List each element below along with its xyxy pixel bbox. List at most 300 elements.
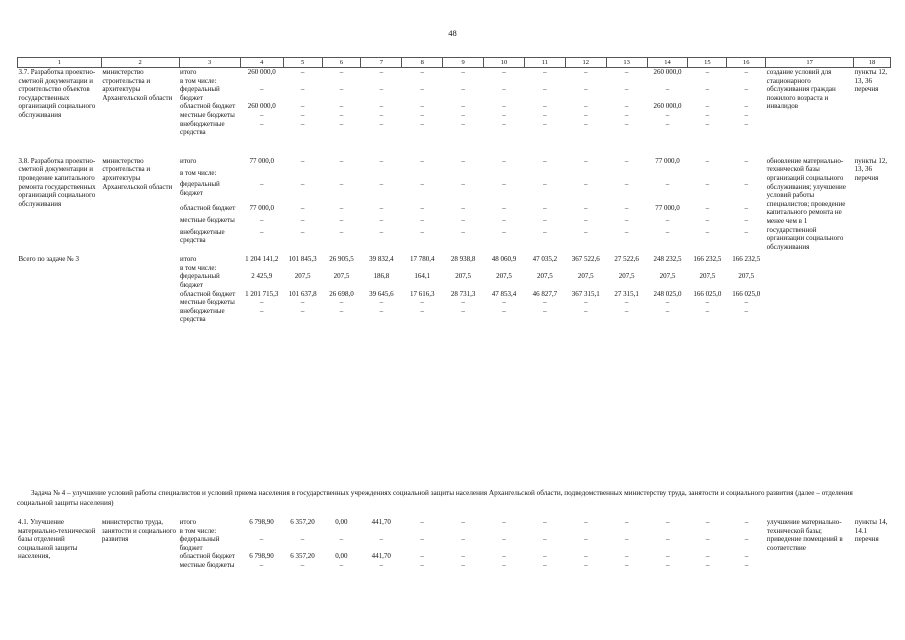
amount-cell xyxy=(402,77,443,86)
amount-cell: 47 853,4 xyxy=(491,289,517,298)
amount-cell: – xyxy=(665,110,670,119)
amount-cell xyxy=(484,264,525,273)
amount-cell: – xyxy=(543,85,547,94)
amount-cell xyxy=(688,527,727,536)
amount-cell: – xyxy=(461,552,465,561)
amount-cell: – xyxy=(625,560,629,569)
amount-cell xyxy=(322,77,361,86)
amount-cell: – xyxy=(339,298,344,307)
amount-cell: – xyxy=(665,215,670,224)
amount-cell: – xyxy=(665,227,670,236)
amount-cell: 101 637,8 xyxy=(288,289,317,298)
amount-cell: – xyxy=(744,306,748,315)
amount-cell: – xyxy=(379,119,384,128)
amount-cell: 27 522,6 xyxy=(614,255,639,264)
amount-cell xyxy=(688,77,727,86)
amount-cell: 164,1 xyxy=(414,272,431,281)
amount-cell: – xyxy=(705,560,710,569)
amount-cell: 6 798,90 xyxy=(249,518,274,526)
amount-cell xyxy=(606,77,647,86)
funding-source: внебюджетные средства xyxy=(180,227,225,245)
page-number: 48 xyxy=(448,28,457,38)
amount-cell: 39 645,6 xyxy=(369,289,394,298)
column-header: 18 xyxy=(854,58,891,68)
amount-cell xyxy=(443,77,484,86)
amount-cell: – xyxy=(502,535,506,544)
amount-cell xyxy=(565,527,606,536)
amount-cell: – xyxy=(543,110,547,119)
amount-cell: – xyxy=(584,518,588,526)
amount-cell xyxy=(402,527,443,536)
amount-cell: – xyxy=(300,298,305,307)
amount-cell: – xyxy=(461,102,465,111)
amount-cell: – xyxy=(624,156,629,165)
amount-cell xyxy=(524,77,565,86)
amount-cell: – xyxy=(461,119,465,128)
amount-cell: – xyxy=(584,204,588,212)
amount-cell: – xyxy=(300,119,305,128)
amount-cell: 101 845,3 xyxy=(288,255,317,264)
amount-cell xyxy=(727,169,766,181)
amount-cell xyxy=(240,264,283,273)
amount-cell: 2 425,9 xyxy=(251,272,273,281)
measure-name: Всего по задаче № 3 xyxy=(18,255,79,264)
amount-cell: 207,5 xyxy=(294,272,311,281)
column-header: 16 xyxy=(727,58,766,68)
amount-cell: – xyxy=(744,215,748,224)
amount-cell: – xyxy=(502,85,506,94)
amount-cell: – xyxy=(339,215,344,224)
column-header: 7 xyxy=(361,58,402,68)
amount-cell xyxy=(606,527,647,536)
amount-cell xyxy=(688,264,727,273)
amount-cell: – xyxy=(420,119,424,128)
amount-cell: – xyxy=(705,204,710,212)
table-row xyxy=(18,68,891,77)
amount-cell: – xyxy=(665,535,670,544)
amount-cell: – xyxy=(502,227,506,236)
amount-cell: 260 000,0 xyxy=(247,68,276,76)
amount-cell xyxy=(402,264,443,273)
amount-cell: – xyxy=(339,535,344,544)
funding-source: местные бюджеты xyxy=(180,110,235,119)
amount-cell: – xyxy=(339,560,344,569)
amount-cell: – xyxy=(584,552,588,561)
table-row xyxy=(18,255,891,264)
amount-cell: – xyxy=(584,102,588,111)
amount-cell: – xyxy=(260,180,264,189)
amount-cell xyxy=(484,169,525,181)
amount-cell xyxy=(484,77,525,86)
amount-cell: 207,5 xyxy=(577,272,594,281)
amount-cell: 17 616,3 xyxy=(410,289,435,298)
amount-cell: – xyxy=(744,560,749,569)
amount-cell: – xyxy=(379,68,384,76)
amount-cell: – xyxy=(625,552,629,561)
amount-cell: – xyxy=(339,306,344,315)
amount-cell: – xyxy=(744,68,748,76)
amount-cell: – xyxy=(744,552,749,561)
executor: министерство строительства и архитектуры Архангельской области xyxy=(102,68,173,102)
amount-cell: – xyxy=(665,180,670,189)
amount-cell xyxy=(283,169,322,181)
amount-cell: – xyxy=(420,68,424,76)
amount-cell: – xyxy=(744,110,748,119)
amount-cell: – xyxy=(379,180,384,189)
amount-cell: – xyxy=(744,119,748,128)
amount-cell: – xyxy=(584,306,588,315)
amount-cell: 47 035,2 xyxy=(532,255,558,264)
amount-cell: – xyxy=(260,215,264,224)
amount-cell: – xyxy=(461,298,465,307)
amount-cell: – xyxy=(300,156,305,165)
amount-cell: – xyxy=(300,204,305,212)
funding-source: в том числе: xyxy=(180,263,217,272)
amount-cell xyxy=(322,527,361,536)
funding-source: в том числе: xyxy=(179,526,217,535)
amount-cell: – xyxy=(624,180,629,189)
amount-cell: 207,5 xyxy=(699,272,716,281)
amount-cell: – xyxy=(420,552,424,561)
amount-cell: – xyxy=(543,102,547,111)
column-header: 2 xyxy=(101,58,179,68)
amount-cell: – xyxy=(461,68,465,76)
amount-cell: – xyxy=(584,535,588,544)
amount-cell xyxy=(647,527,688,536)
amount-cell: – xyxy=(705,180,710,189)
amount-cell xyxy=(606,264,647,273)
amount-cell: 0,00 xyxy=(335,552,348,561)
spacer-cell xyxy=(18,137,891,157)
amount-cell: – xyxy=(543,68,547,76)
amount-cell: – xyxy=(379,298,384,307)
amount-cell: – xyxy=(461,215,465,224)
amount-cell: – xyxy=(420,306,424,315)
funding-source: федеральный бюджет xyxy=(180,85,220,102)
amount-cell: – xyxy=(461,306,465,315)
amount-cell: – xyxy=(379,560,383,569)
amount-cell: – xyxy=(300,306,305,315)
amount-cell: – xyxy=(339,204,344,212)
amount-cell: – xyxy=(300,535,305,544)
amount-cell: – xyxy=(705,215,710,224)
amount-cell: – xyxy=(624,110,629,119)
amount-cell xyxy=(647,169,688,181)
amount-cell: – xyxy=(665,518,670,526)
amount-cell: 39 832,4 xyxy=(369,255,394,264)
amount-cell: – xyxy=(420,156,424,165)
amount-cell: – xyxy=(705,102,710,111)
amount-cell xyxy=(322,264,361,273)
amount-cell: – xyxy=(300,227,305,236)
column-header: 9 xyxy=(443,58,484,68)
amount-cell: 26 698,0 xyxy=(329,289,354,298)
indicator-ref: пункты 12, 13, 36 перечня xyxy=(854,156,888,182)
funding-source: внебюджетные средства xyxy=(180,119,225,137)
amount-cell: – xyxy=(705,518,710,526)
amount-cell: – xyxy=(461,180,465,189)
amount-cell: – xyxy=(543,306,547,315)
funding-source: областной бюджет xyxy=(180,204,236,212)
indicator-ref: пункты 12, 13, 36 перечня xyxy=(854,68,888,94)
amount-cell: – xyxy=(502,215,506,224)
amount-cell: – xyxy=(502,306,506,315)
amount-cell: – xyxy=(502,204,506,212)
amount-cell: – xyxy=(300,180,305,189)
amount-cell xyxy=(688,169,727,181)
amount-cell: 166 025,0 xyxy=(693,289,722,298)
amount-cell: – xyxy=(584,560,588,569)
funding-source: местные бюджеты xyxy=(180,215,235,224)
expected-result: обновление материально-технической базы организаций социального обслуживания; улучшение условий работы специалистов; проведение капитального ремонта не менее чем в 1 государственной организации социального обслуживания xyxy=(766,156,846,251)
amount-cell xyxy=(727,264,766,273)
measure-name: 3.7. Разработка проектно-сметной документации и строительство объектов государственных организаций социального обслуживания xyxy=(18,68,96,119)
column-header: 17 xyxy=(766,58,854,68)
amount-cell xyxy=(524,169,565,181)
amount-cell: – xyxy=(339,156,344,165)
amount-cell: – xyxy=(624,119,629,128)
block-spacer xyxy=(18,137,891,157)
amount-cell: 77 000,0 xyxy=(249,204,275,212)
amount-cell: 367 315,1 xyxy=(571,289,600,298)
amount-cell: 1 201 715,3 xyxy=(245,289,279,298)
amount-cell xyxy=(606,169,647,181)
amount-cell: – xyxy=(379,156,384,165)
funding-source: областной бюджет xyxy=(180,289,236,298)
amount-cell: – xyxy=(624,306,629,315)
column-header: 10 xyxy=(484,58,525,68)
funding-source: итого xyxy=(180,68,197,76)
amount-cell xyxy=(647,264,688,273)
amount-cell: 0,00 xyxy=(335,518,348,526)
amount-cell: – xyxy=(420,110,424,119)
amount-cell: – xyxy=(705,552,710,561)
amount-cell: – xyxy=(543,204,547,212)
amount-cell: – xyxy=(584,298,588,307)
funding-source: местные бюджеты xyxy=(180,298,235,307)
amount-cell: – xyxy=(744,535,749,544)
funding-source: итого xyxy=(180,255,197,264)
column-header: 8 xyxy=(402,58,443,68)
amount-cell: – xyxy=(339,119,344,128)
amount-cell: – xyxy=(300,560,305,569)
amount-cell: – xyxy=(502,119,506,128)
task-4-table xyxy=(17,518,891,570)
column-header: 6 xyxy=(322,58,361,68)
amount-cell xyxy=(240,169,283,181)
amount-cell xyxy=(565,264,606,273)
amount-cell xyxy=(361,264,402,273)
amount-cell: – xyxy=(502,298,506,307)
budget-table xyxy=(17,57,891,324)
amount-cell: – xyxy=(420,180,424,189)
amount-cell xyxy=(361,77,402,86)
amount-cell xyxy=(283,77,322,86)
amount-cell: – xyxy=(543,560,547,569)
amount-cell: – xyxy=(705,298,710,307)
amount-cell: 248 025,0 xyxy=(653,289,682,298)
amount-cell: – xyxy=(624,68,629,76)
amount-cell xyxy=(727,527,766,536)
amount-cell: 77 000,0 xyxy=(249,156,275,165)
amount-cell: – xyxy=(624,298,629,307)
measure-name: 4.1. Улучшение материально-технической базы отделений социальной защиты населения, xyxy=(18,518,96,561)
amount-cell: – xyxy=(259,535,264,544)
amount-cell: – xyxy=(705,119,710,128)
amount-cell: 48 060,9 xyxy=(491,255,517,264)
amount-cell: – xyxy=(420,227,424,236)
amount-cell: 186,8 xyxy=(373,272,390,281)
amount-cell: 28 938,8 xyxy=(450,255,476,264)
amount-cell: – xyxy=(705,85,710,94)
amount-cell: – xyxy=(379,227,384,236)
funding-source: областной бюджет xyxy=(179,552,235,561)
amount-cell: – xyxy=(260,227,264,236)
column-header: 5 xyxy=(283,58,322,68)
amount-cell: 441,70 xyxy=(371,552,391,561)
amount-cell: – xyxy=(461,535,465,544)
amount-cell: – xyxy=(300,102,305,111)
amount-cell: 207,5 xyxy=(496,272,512,281)
amount-cell: 17 780,4 xyxy=(410,255,435,264)
amount-cell: 6 798,90 xyxy=(249,552,274,561)
amount-cell: – xyxy=(543,298,547,307)
amount-cell: – xyxy=(461,560,465,569)
amount-cell: – xyxy=(705,68,710,76)
amount-cell: 441,70 xyxy=(371,518,391,526)
amount-cell: – xyxy=(705,110,710,119)
funding-source: федеральный бюджет xyxy=(180,180,220,197)
column-header: 1 xyxy=(18,58,102,68)
amount-cell: – xyxy=(705,156,710,165)
funding-source: в том числе: xyxy=(180,168,217,177)
amount-cell: – xyxy=(420,204,424,212)
amount-cell: – xyxy=(461,518,465,526)
funding-source: федеральный бюджет xyxy=(179,535,220,552)
amount-cell xyxy=(524,264,565,273)
amount-cell: – xyxy=(543,552,547,561)
amount-cell: – xyxy=(379,535,383,544)
amount-cell: – xyxy=(584,119,588,128)
amount-cell xyxy=(484,527,525,536)
amount-cell xyxy=(443,264,484,273)
amount-cell: – xyxy=(624,215,629,224)
amount-cell: – xyxy=(705,227,710,236)
amount-cell xyxy=(283,264,322,273)
amount-cell: – xyxy=(260,85,264,94)
amount-cell: – xyxy=(744,85,748,94)
amount-cell: – xyxy=(420,215,424,224)
amount-cell: 6 357,20 xyxy=(290,518,315,526)
amount-cell: – xyxy=(543,119,547,128)
amount-cell xyxy=(443,527,484,536)
amount-cell: – xyxy=(502,102,506,111)
amount-cell: – xyxy=(259,560,264,569)
executor: министерство строительства и архитектуры Архангельской области xyxy=(102,156,173,191)
amount-cell: 166 232,5 xyxy=(732,255,761,264)
amount-cell: – xyxy=(584,227,588,236)
amount-cell: 248 232,5 xyxy=(653,255,682,264)
task-4-heading: Задача № 4 – улучшение условий работы специалистов и условий приема населения в государственных учреждениях социальной защиты населения Архангельской области, подведомственных министерству труда, занятости и социального развития (далее – отделения социальной защиты населения) xyxy=(17,489,853,507)
amount-cell: 207,5 xyxy=(333,272,350,281)
amount-cell xyxy=(524,527,565,536)
amount-cell: – xyxy=(502,518,506,526)
measure-name: 3.8. Разработка проектно-сметной документации и проведение капитального ремонта государственных организаций социального обслуживания xyxy=(18,156,96,208)
amount-cell: – xyxy=(543,518,547,526)
funding-source: внебюджетные средства xyxy=(180,306,225,324)
amount-cell: – xyxy=(379,306,384,315)
amount-cell: – xyxy=(461,110,465,119)
amount-cell: 207,5 xyxy=(537,272,553,281)
amount-cell: – xyxy=(379,85,384,94)
amount-cell: – xyxy=(543,535,547,544)
amount-cell: – xyxy=(502,110,506,119)
expected-result: улучшение материально-технической базы; приведение помещений в соответствие xyxy=(766,518,843,552)
amount-cell: 77 000,0 xyxy=(655,156,680,165)
amount-cell: – xyxy=(420,560,424,569)
amount-cell: – xyxy=(665,85,670,94)
amount-cell: – xyxy=(379,102,384,111)
amount-cell: – xyxy=(339,227,344,236)
amount-cell: – xyxy=(625,535,629,544)
amount-cell: – xyxy=(339,180,344,189)
amount-cell: 166 025,0 xyxy=(732,289,761,298)
amount-cell xyxy=(322,169,361,181)
column-header: 3 xyxy=(179,58,240,68)
amount-cell: – xyxy=(625,518,629,526)
amount-cell: 260 000,0 xyxy=(653,102,682,111)
amount-cell: – xyxy=(461,227,465,236)
amount-cell: – xyxy=(420,298,424,307)
amount-cell: – xyxy=(705,535,710,544)
amount-cell: – xyxy=(744,227,748,236)
amount-cell: – xyxy=(300,85,305,94)
amount-cell: – xyxy=(665,306,670,315)
amount-cell xyxy=(361,169,402,181)
amount-cell: – xyxy=(300,68,305,76)
column-number-header-row xyxy=(18,58,891,68)
column-header: 12 xyxy=(565,58,606,68)
amount-cell: 260 000,0 xyxy=(653,68,682,76)
amount-cell: 367 522,6 xyxy=(571,255,600,264)
amount-cell: 260 000,0 xyxy=(247,102,276,111)
funding-source: областной бюджет xyxy=(180,102,236,111)
amount-cell: – xyxy=(665,298,670,307)
amount-cell xyxy=(240,527,283,536)
amount-cell: – xyxy=(744,180,748,189)
amount-cell: 6 357,20 xyxy=(290,552,315,561)
amount-cell: – xyxy=(300,110,305,119)
amount-cell: 207,5 xyxy=(455,272,471,281)
amount-cell: – xyxy=(744,102,748,111)
amount-cell: – xyxy=(339,102,344,111)
amount-cell: – xyxy=(502,156,506,165)
column-header: 15 xyxy=(688,58,727,68)
amount-cell: – xyxy=(420,102,424,111)
amount-cell: – xyxy=(420,85,424,94)
executor xyxy=(101,255,179,324)
amount-cell: – xyxy=(665,119,670,128)
executor: министерство труда, занятости и социального развития xyxy=(101,518,176,544)
column-header: 13 xyxy=(606,58,647,68)
amount-cell: – xyxy=(502,560,506,569)
expected-result xyxy=(766,255,854,324)
amount-cell xyxy=(361,527,402,536)
amount-cell xyxy=(727,77,766,86)
amount-cell: – xyxy=(665,552,670,561)
amount-cell: – xyxy=(379,110,384,119)
amount-cell xyxy=(402,169,443,181)
